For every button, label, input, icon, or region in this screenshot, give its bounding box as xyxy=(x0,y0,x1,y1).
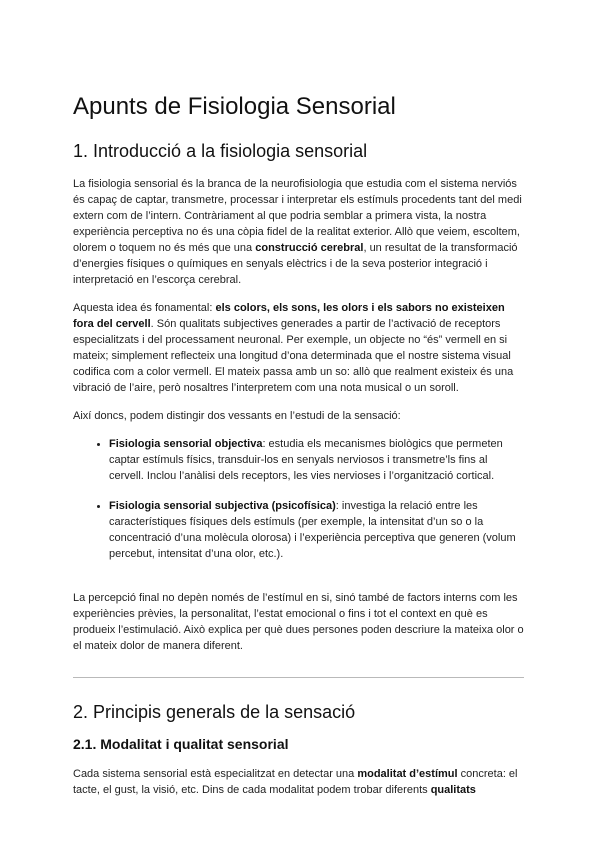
bullet-text: : estudia els mecanismes biològics que permeten captar estímuls físics, transduir-los en senyals nerviosos i transmetre’ls fins al cervell. Inclou l’anàlisi dels receptors, les vies nervioses i l’organització cortical. xyxy=(109,438,503,482)
subsection-2-1-paragraph xyxy=(73,766,524,798)
bullet-term: Fisiologia sensorial objectiva xyxy=(109,438,263,450)
bold-term: modalitat d’estímul xyxy=(357,768,458,780)
section-1-heading: 1. Introducció a la fisiologia sensorial xyxy=(73,141,368,161)
text-run: Cada sistema sensorial està especialitzat en detectar una xyxy=(73,768,358,780)
bullet-term: Fisiologia sensorial subjectiva (psicofísica) xyxy=(109,500,336,512)
intro-paragraph-2 xyxy=(73,300,524,396)
section-2-heading: 2. Principis generals de la sensació xyxy=(73,702,356,722)
list-item xyxy=(109,498,524,562)
text-run: Aquesta idea és fonamental: xyxy=(73,302,216,314)
bullet-list xyxy=(73,436,524,562)
subsection-2-1-heading: 2.1. Modalitat i qualitat sensorial xyxy=(73,736,289,752)
bold-statement: els colors, els sons, les olors i els sabors no existeixen fora del cervell xyxy=(73,302,505,330)
intro-paragraph-3: Així doncs, podem distingir dos vessants en l’estudi de la sensació: xyxy=(73,410,401,422)
section-divider xyxy=(73,677,524,678)
intro-paragraph-1 xyxy=(73,176,524,288)
text-run: . Són qualitats subjectives generades a partir de l’activació de receptors especialitzats i del processament neuronal. Per exemple, un objecte no “és” vermell en si mateix; simplement reflecteix una longitud d’ona determinada que el nostre sistema visual codifica com a color vermell. El mateix passa amb un so: allò que realment existeix és una vibració de l’aire, però nosaltres l’interpretem com una nota musical o un soroll. xyxy=(73,318,514,394)
text-run: concreta: el tacte, el gust, la visió, etc. Dins de cada modalitat podem trobar diferents xyxy=(73,768,518,796)
bold-term: qualitats xyxy=(430,784,476,796)
list-item xyxy=(109,436,524,484)
text-run: , un resultat de la transformació d’energies físiques o químiques en senyals elèctrics i de la seva posterior integració i interpretació en l’escorça cerebral. xyxy=(73,242,518,286)
bullet-text: : investiga la relació entre les característiques físiques dels estímuls (per exemple, la intensitat d’un so o la concentració d’una molècula olorosa) i l’experiència perceptiva que generen (volum percebut, intensitat d’una olor, etc.). xyxy=(109,500,516,560)
document-title: Apunts de Fisiologia Sensorial xyxy=(73,93,396,120)
text-run: La fisiologia sensorial és la branca de la neurofisiologia que estudia com el sistema nerviós és capaç de captar, transmetre, processar i interpretar els estímuls procedents tant del medi extern com de l’intern. Contràriament al que podria semblar a primera vista, la nostra experiència perceptiva no és una còpia fidel de la realitat exterior. Allò que veiem, escoltem, olorem o toquem no és més que una xyxy=(73,178,522,254)
intro-paragraph-4: La percepció final no depèn només de l’estímul en si, sinó també de factors interns com les experiències prèvies, la personalitat, l’estat emocional o fins i tot el context en què es produeix l’estimulació. Això explica per què dues persones poden descriure la mateixa olor o el mateix dolor de manera diferent. xyxy=(73,592,524,652)
bold-term: construcció cerebral xyxy=(255,242,364,254)
